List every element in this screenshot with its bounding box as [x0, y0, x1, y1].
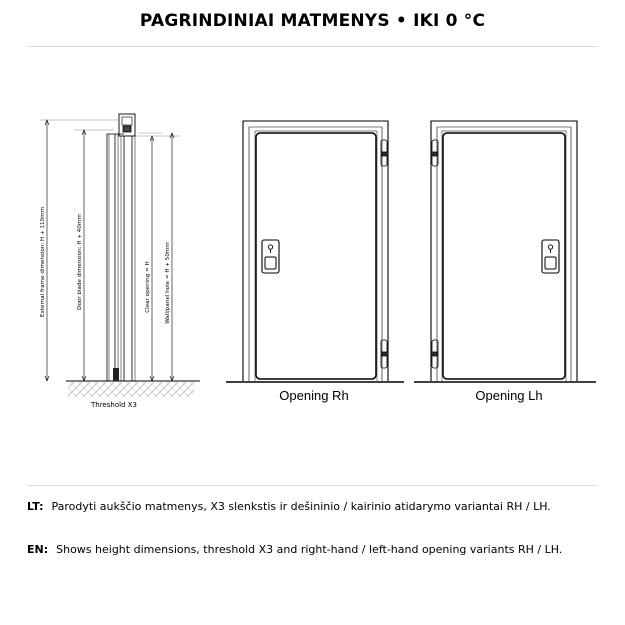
note-en-tag: EN:: [27, 543, 49, 556]
frame-outer-rh: [243, 121, 388, 381]
note-lt-text: Parodyti aukščio matmenys, X3 slenkstis ir dešininio / kairinio atidarymo variantai RH / LH.: [51, 500, 551, 513]
ground-hatch: [68, 382, 194, 397]
dim-clear-opening-label: Clear opening = H: [145, 261, 151, 313]
section-view: [40, 114, 200, 397]
dim-door-blade-label: Door blade dimension: H + 40mm: [77, 214, 83, 310]
lock-handle-icon: [542, 240, 559, 273]
note-lt: [27, 500, 551, 513]
lock-handle-icon: [262, 240, 279, 273]
threshold-label: Threshold X3: [91, 401, 137, 409]
door-leaf-rh: [256, 133, 376, 379]
threshold-x3: [113, 368, 119, 381]
bottom-divider: [27, 485, 598, 486]
door-lh: [414, 121, 596, 382]
dim-wall-hole-label: Wall/panel hole = H + 50mm: [165, 242, 171, 324]
door-rh: [226, 121, 404, 382]
note-lt-tag: LT:: [27, 500, 44, 513]
note-en: [27, 543, 562, 556]
door-leaf-lh: [443, 133, 565, 379]
frame-outer-lh: [431, 121, 577, 381]
door-lh-caption: Opening Lh: [475, 388, 543, 403]
door-rh-caption: Opening Rh: [279, 388, 349, 403]
page-title: PAGRINDINIAI MATMENYS • IKI 0 °C: [139, 11, 486, 31]
dim-external-frame-label: External frame dimension: H + 110mm: [40, 206, 46, 318]
note-en-text: Shows height dimensions, threshold X3 and right-hand / left-hand opening variants RH / LH.: [56, 543, 563, 556]
